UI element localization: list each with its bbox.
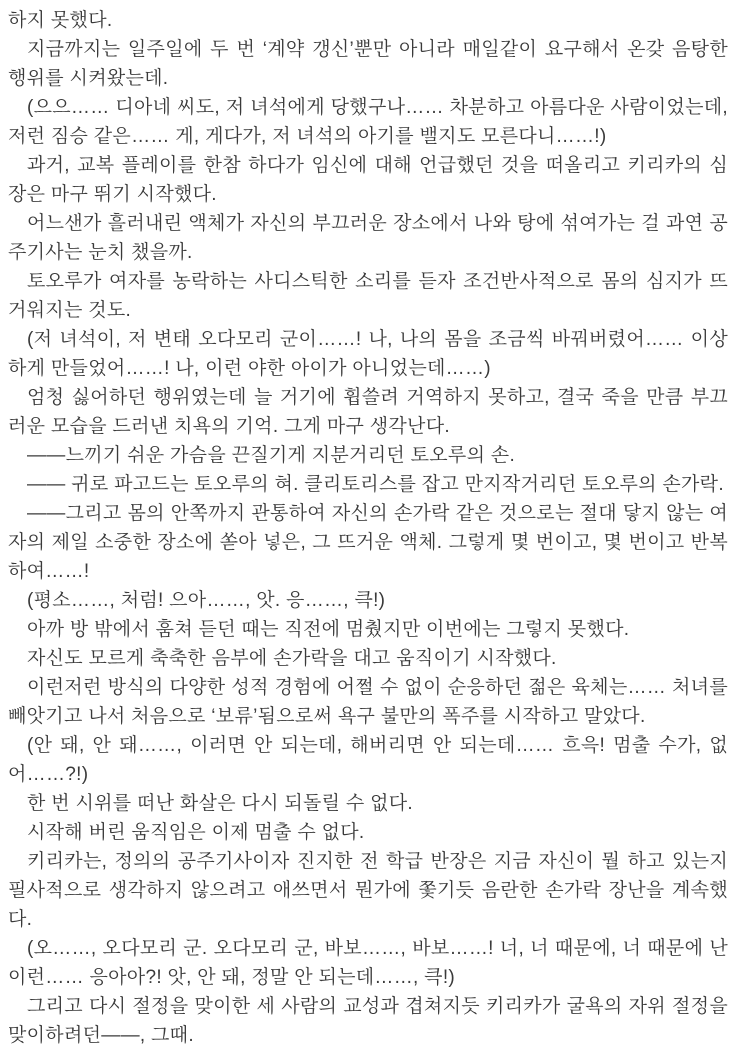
paragraph: 지금까지는 일주일에 두 번 ‘계약 갱신’뿐만 아니라 매일같이 요구해서 온갖 음탕한 행위를 시켜왔는데. [8, 39, 728, 89]
paragraph: 이런저런 방식의 다양한 성적 경험에 어쩔 수 없이 순응하던 젊은 육체는…… 처녀를 빼앗기고 나서 처음으로 ‘보류’됨으로써 욕구 불만의 폭주를 시작하고 말았다. [8, 677, 728, 727]
paragraph: (평소……, 처럼! 으아……, 앗. 응……, 큭!) [27, 590, 386, 611]
paragraph: 엄청 싫어하던 행위였는데 늘 거기에 휩쓸려 거역하지 못하고, 결국 죽을 만큼 부끄러운 모습을 드러낸 치욕의 기억. 그게 마구 생각난다. [8, 387, 728, 437]
paragraph: (으으…… 디아네 씨도, 저 녀석에게 당했구나…… 차분하고 아름다운 사람이었는데, 저런 짐승 같은…… 게, 게다가, 저 녀석의 아기를 밸지도 모른다니……!) [8, 97, 728, 147]
paragraph: 그리고 다시 절정을 맞이한 세 사람의 교성과 겹쳐지듯 키리카가 굴욕의 자위 절정을 맞이하려던——, 그때. [8, 996, 728, 1046]
paragraph: ——느끼기 쉬운 가슴을 끈질기게 지분거리던 토오루의 손. [27, 445, 516, 466]
paragraph: ——그리고 몸의 안쪽까지 관통하여 자신의 손가락 같은 것으로는 절대 닿지 않는 여자의 제일 소중한 장소에 쏟아 넣은, 그 뜨거운 액체. 그렇게 몇 번이고, 몇 번이고 반복하여……! [8, 503, 728, 582]
novel-text-body [8, 6, 728, 1050]
paragraph: (오……, 오다모리 군. 오다모리 군, 바보……, 바보……! 너, 너 때문에, 너 때문에 난 이런…… 응아아?! 앗, 안 돼, 정말 안 되는데……, 큭!) [8, 938, 728, 988]
paragraph: 어느샌가 흘러내린 액체가 자신의 부끄러운 장소에서 나와 탕에 섞여가는 걸 과연 공주기사는 눈치 챘을까. [8, 213, 728, 263]
paragraph: 시작해 버린 움직임은 이제 멈출 수 없다. [27, 822, 365, 843]
paragraph: 아까 방 밖에서 훔쳐 듣던 때는 직전에 멈췄지만 이번에는 그렇지 못했다. [27, 619, 630, 640]
paragraph: (저 녀석이, 저 변태 오다모리 군이……! 나, 나의 몸을 조금씩 바꿔버렸어…… 이상하게 만들었어……! 나, 이런 야한 아이가 아니었는데……) [8, 329, 728, 379]
paragraph: (안 돼, 안 돼……, 이러면 안 되는데, 해버리면 안 되는데…… 흐윽! 멈출 수가, 없어……?!) [8, 735, 728, 785]
paragraph: —— 귀로 파고드는 토오루의 혀. 클리토리스를 잡고 만지작거리던 토오루의 손가락. [27, 474, 724, 495]
paragraph: 자신도 모르게 축축한 음부에 손가락을 대고 움직이기 시작했다. [27, 648, 557, 669]
paragraph: 키리카는, 정의의 공주기사이자 진지한 전 학급 반장은 지금 자신이 뭘 하고 있는지 필사적으로 생각하지 않으려고 애쓰면서 뭔가에 쫓기듯 음란한 손가락 장난을 계속했다. [8, 851, 728, 930]
paragraph: 과거, 교복 플레이를 한참 하다가 임신에 대해 언급했던 것을 떠올리고 키리카의 심장은 마구 뛰기 시작했다. [8, 155, 728, 205]
paragraph: 하지 못했다. [8, 10, 113, 31]
paragraph: 한 번 시위를 떠난 화살은 다시 되돌릴 수 없다. [27, 793, 413, 814]
paragraph: 토오루가 여자를 농락하는 사디스틱한 소리를 듣자 조건반사적으로 몸의 심지가 뜨거워지는 것도. [8, 271, 728, 321]
